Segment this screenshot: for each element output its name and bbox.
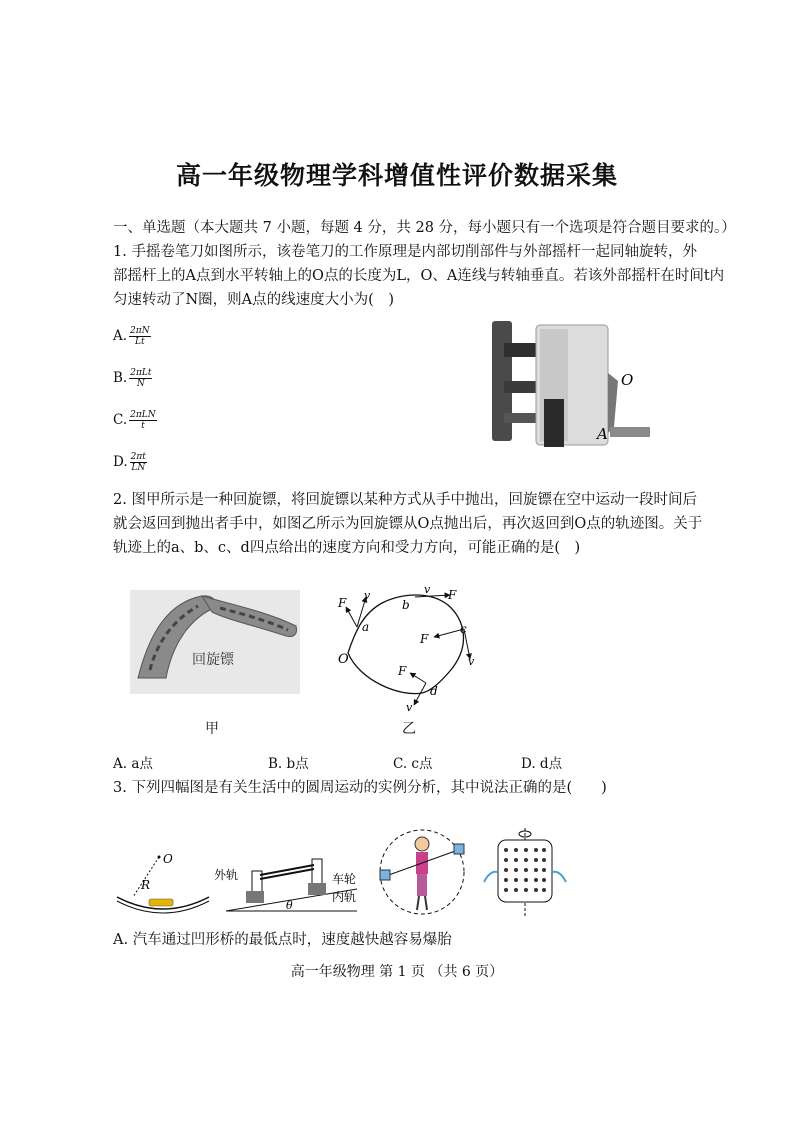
- q2-option-c[interactable]: C. c点: [393, 756, 433, 772]
- concave-bridge-figure: [113, 845, 213, 915]
- svg-text:a: a: [362, 620, 370, 634]
- svg-text:θ: θ: [286, 899, 293, 912]
- q3-line: 3. 下列四幅图是有关生活中的圆周运动的实例分析，其中说法正确的是( ): [113, 780, 607, 796]
- q2-line-2: 就会返回到抛出者手中，如图乙所示为回旋镖从O点抛出后，再次返回到O点的轨迹图。关于: [113, 516, 703, 532]
- q1-line-3: 匀速转动了N圈，则A点的线速度大小为( ): [113, 292, 394, 308]
- rail-slope-figure: [212, 845, 367, 915]
- trajectory-figure: [330, 585, 490, 715]
- svg-text:v: v: [424, 585, 431, 596]
- svg-text:F: F: [420, 632, 429, 646]
- q1-option-b[interactable]: B. $\frac{\text{2πLt}}{N}$: [113, 368, 152, 389]
- washing-drum-figure: [480, 826, 570, 918]
- figure-caption-jia: 甲: [205, 721, 219, 737]
- svg-text:O: O: [163, 852, 173, 866]
- svg-text:F: F: [448, 588, 457, 602]
- svg-text:内轨: 内轨: [332, 890, 357, 904]
- section-heading: 一、单选题（本大题共 7 小题，每题 4 分，共 28 分，每小题只有一个选项是符合题目要求的。）: [113, 220, 736, 236]
- svg-text:b: b: [402, 598, 410, 612]
- q2-option-d[interactable]: D. d点: [521, 756, 563, 772]
- boomerang-figure: [130, 590, 300, 694]
- figure-label-a: A: [597, 425, 608, 443]
- pencil-sharpener-figure: [484, 303, 654, 463]
- figure-label-o: O: [621, 371, 634, 389]
- svg-text:d: d: [430, 684, 438, 698]
- q1-option-c[interactable]: C. $\frac{\text{2πLN}}{t}$: [113, 410, 156, 431]
- q2-option-b[interactable]: B. b点: [268, 756, 309, 772]
- svg-text:v: v: [468, 655, 475, 668]
- svg-text:外轨: 外轨: [214, 868, 239, 882]
- page-footer: 高一年级物理 第 1 页 （共 6 页）: [290, 964, 504, 980]
- swinging-person-figure: [372, 826, 472, 918]
- page-title: 高一年级物理学科增值性评价数据采集: [175, 161, 618, 190]
- q3-option-a[interactable]: A. 汽车通过凹形桥的最低点时，速度越快越容易爆胎: [113, 932, 452, 948]
- q2-line-1: 2. 图甲所示是一种回旋镖，将回旋镖以某种方式从手中抛出，回旋镖在空中运动一段时间后: [113, 492, 697, 508]
- q1-line-1: 1. 手摇卷笔刀如图所示，该卷笔刀的工作原理是内部切削部件与外部摇杆一起同轴旋转，外: [113, 244, 697, 260]
- svg-text:O: O: [338, 652, 349, 667]
- figure-caption-yi: 乙: [402, 721, 416, 737]
- svg-text:R: R: [141, 878, 151, 892]
- svg-text:v: v: [406, 701, 413, 714]
- svg-text:c: c: [460, 622, 467, 636]
- svg-text:车轮: 车轮: [332, 872, 357, 886]
- boomerang-label: 回旋镖: [192, 652, 234, 668]
- q2-line-3: 轨迹上的a、b、c、d四点给出的速度方向和受力方向，可能正确的是( ): [113, 540, 581, 556]
- q1-option-a[interactable]: A. $\frac{2\pi N}{Lt}$: [113, 326, 150, 347]
- svg-text:F: F: [398, 664, 407, 678]
- svg-text:F: F: [338, 596, 347, 610]
- svg-text:v: v: [364, 589, 371, 602]
- q1-line-2: 部摇杆上的A点到水平转轴上的O点的长度为L，O、A连线与转轴垂直。若该外部摇杆在时间t内: [113, 268, 725, 284]
- q2-option-a[interactable]: A. a点: [113, 756, 153, 772]
- q1-option-d[interactable]: D. $\frac{2\pi t}{LN}$: [113, 452, 146, 473]
